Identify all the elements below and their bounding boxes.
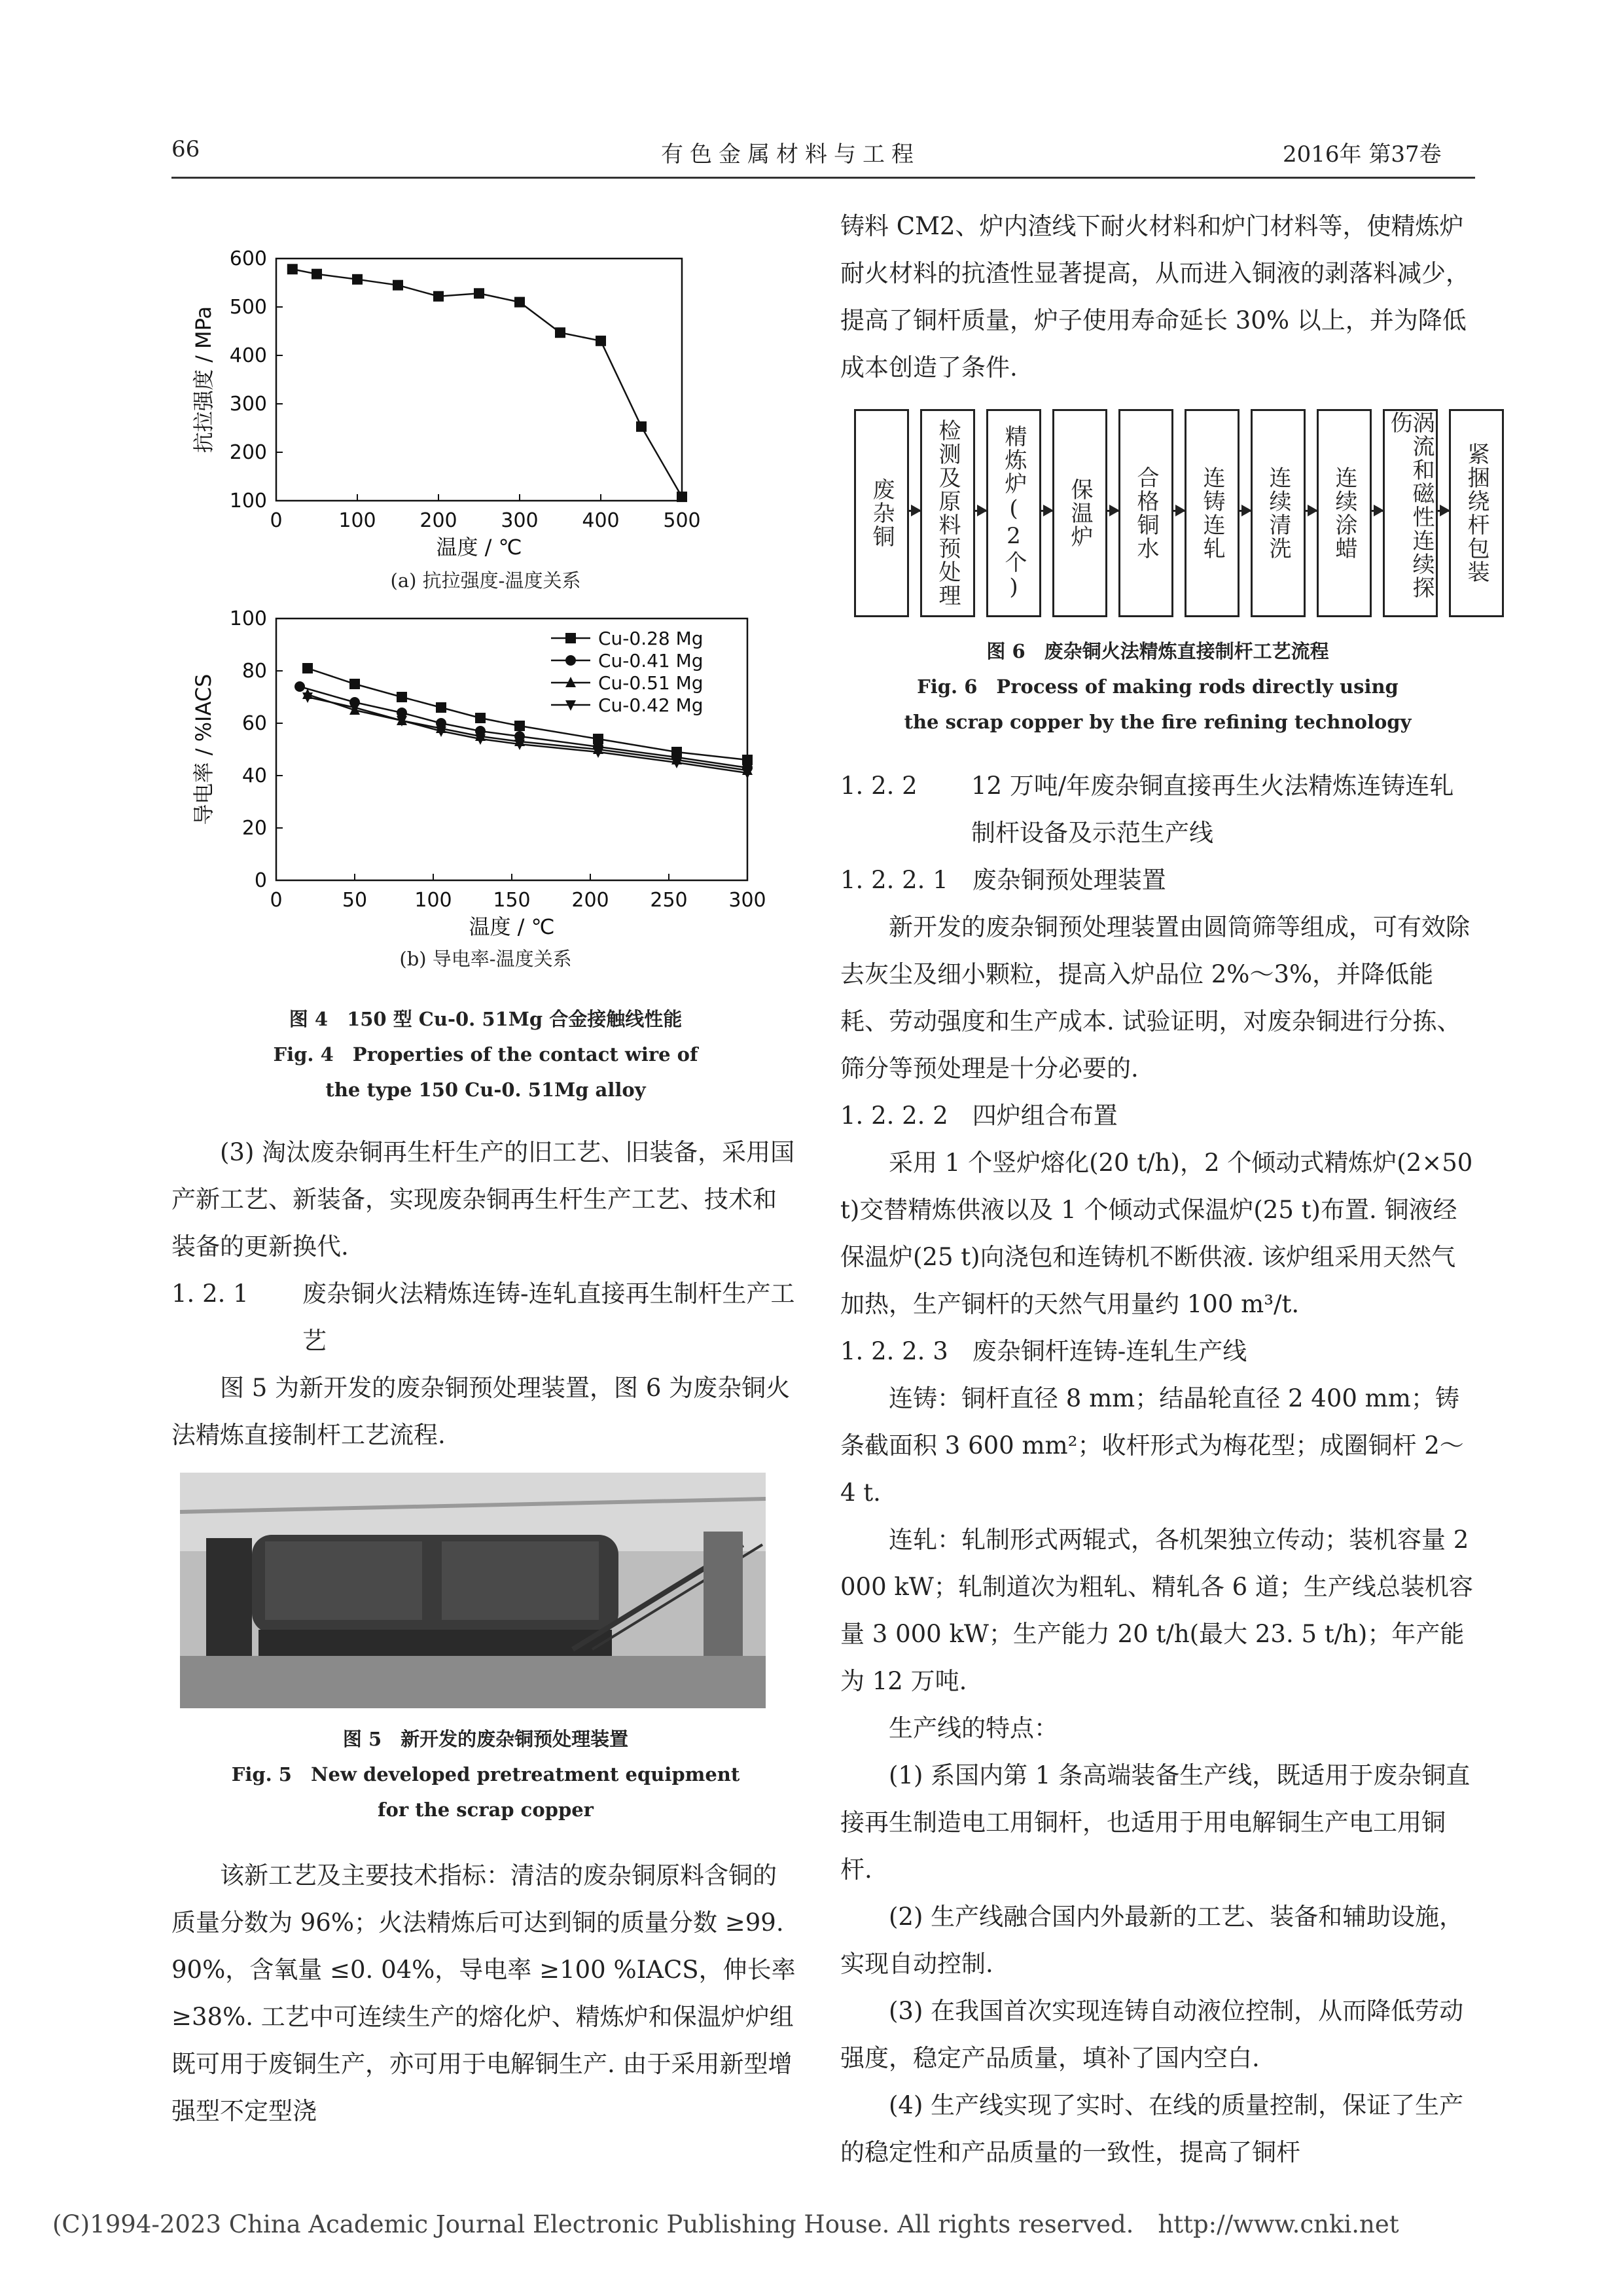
flow-arrow — [1105, 510, 1118, 512]
y-tick-label: 60 — [241, 712, 267, 735]
data-point — [636, 422, 647, 432]
legend-label: Cu-0.51 Mg — [598, 672, 704, 694]
volume-info: 2016年 第37卷 — [1283, 141, 1442, 168]
flow-arrow — [1370, 510, 1383, 512]
x-axis-label: 温度 / ℃ — [436, 535, 522, 560]
legend-marker — [565, 655, 576, 666]
left-column-upper — [171, 1129, 800, 1459]
flow-box: 连铸连轧 — [1185, 409, 1240, 617]
fig6-caption-cn: 图 6 废杂铜火法精炼直接制杆工艺流程 — [986, 640, 1329, 662]
data-point — [397, 692, 407, 702]
flow-box: 涡流和磁性连续探伤 — [1383, 409, 1438, 617]
flow-box: 紧捆绕杆包装 — [1449, 409, 1504, 617]
paragraph: (2) 生产线融合国内外最新的工艺、装备和辅助设施，实现自动控制. — [840, 1903, 1464, 1978]
fig5-caption-cn: 图 5 新开发的废杂铜预处理装置 — [342, 1728, 629, 1750]
y-tick-label: 20 — [241, 817, 267, 840]
fig4b-chart — [171, 602, 800, 969]
fig4b-subtitle: (b) 导电率-温度关系 — [399, 948, 572, 970]
paragraph: 图 5 为新开发的废杂铜预处理装置，图 6 为废杂铜火法精炼直接制杆工艺流程. — [171, 1374, 791, 1449]
x-axis-label: 温度 / ℃ — [469, 914, 555, 939]
fig4a-chart — [171, 236, 800, 602]
data-point — [302, 663, 313, 673]
y-tick-label: 600 — [229, 247, 267, 270]
data-point — [352, 274, 363, 285]
fig4-caption-cn: 图 4 150 型 Cu-0. 51Mg 合金接触线性能 — [289, 1008, 683, 1030]
x-tick-label: 250 — [650, 889, 688, 912]
fig5-caption — [171, 1721, 800, 1827]
right-column-main — [840, 762, 1475, 2176]
x-tick-label: 0 — [270, 889, 283, 912]
x-tick-label: 300 — [501, 509, 539, 532]
paragraph: 该新工艺及主要技术指标：清洁的废杂铜原料含铜的质量分数为 96%；火法精炼后可达到铜的质量分数 ≥99. 90%，含氧量 ≤0. 04%，导电率 ≥100 %IACS，伸长率 ≥38%. 工艺中可连续生产的熔化炉、精炼炉和保温炉炉组既可用于废铜生产，亦可用于电解铜生产. 由于采用新型增强型不定型浇 — [171, 1861, 796, 2125]
flow-arrow — [1039, 510, 1052, 512]
section-heading-1-2-1 — [171, 1270, 800, 1365]
flow-box: 连续清洗 — [1251, 409, 1306, 617]
left-column-lower — [171, 1852, 800, 2135]
paragraph: (4) 生产线实现了实时、在线的质量控制，保证了生产的稳定性和产品质量的一致性，提高了铜杆 — [840, 2091, 1464, 2166]
paragraph: 连轧：轧制形式两辊式，各机架独立传动；装机容量 2 000 kW；轧制道次为粗轧、精轧各 6 道；生产线总装机容量 3 000 kW；生产能力 20 t/h(最大 23. 5 t/h)；年产能为 12 万吨. — [840, 1526, 1473, 1695]
fig4-caption-en1: Fig. 4 Properties of the contact wire of — [273, 1043, 698, 1066]
data-point — [514, 721, 525, 731]
data-point — [555, 327, 565, 338]
page-number: 66 — [171, 136, 200, 162]
data-point — [294, 681, 305, 692]
x-tick-label: 100 — [338, 509, 376, 532]
legend-label: Cu-0.41 Mg — [598, 650, 704, 672]
flow-arrow — [1238, 510, 1251, 512]
flow-arrow — [1171, 510, 1185, 512]
flow-arrow — [1436, 510, 1449, 512]
x-tick-label: 0 — [270, 509, 283, 532]
paragraph: (1) 系国内第 1 条高端装备生产线，既适用于废杂铜直接再生制造电工用铜杆，也适用于用电解铜生产电工用铜杆. — [840, 1761, 1471, 1884]
fig4-caption — [171, 1001, 800, 1107]
flow-arrow — [907, 510, 920, 512]
header-rule — [171, 177, 1475, 179]
data-point — [393, 280, 403, 291]
data-point — [475, 713, 486, 723]
copyright-footer: (C)1994-2023 China Academic Journal Electronic Publishing House. All rights reserved. http://www.cnki.net — [52, 2210, 1399, 2238]
paragraph: 连铸：铜杆直径 8 mm；结晶轮直径 2 400 mm；铸条截面积 3 600 mm²；收杆形式为梅花型；成圈铜杆 2～4 t. — [840, 1384, 1464, 1507]
section-heading-1-2-2-3: 1. 2. 2. 3 废杂铜杆连铸-连轧生产线 — [840, 1337, 1247, 1365]
flow-box: 连续涂蜡 — [1317, 409, 1372, 617]
right-column-top — [840, 203, 1475, 391]
y-tick-label: 100 — [229, 607, 267, 630]
paragraph: 新开发的废杂铜预处理装置由圆筒筛等组成，可有效除去灰尘及细小颗粒，提高入炉品位 2%～3%，并降低能耗、劳动强度和生产成本. 试验证明，对废杂铜进行分拣、筛分等预处理是十分必要的. — [840, 913, 1470, 1083]
x-tick-label: 300 — [728, 889, 766, 912]
y-tick-label: 500 — [229, 296, 267, 319]
data-point — [514, 297, 525, 308]
y-tick-label: 40 — [241, 764, 267, 787]
legend-label: Cu-0.42 Mg — [598, 694, 704, 716]
section-title: 12 万吨/年废杂铜直接再生火法精炼连铸连轧制杆设备及示范生产线 — [971, 772, 1454, 847]
section-heading-1-2-2-2: 1. 2. 2. 2 四炉组合布置 — [840, 1102, 1118, 1130]
flow-arrow — [1304, 510, 1317, 512]
data-point — [474, 288, 484, 298]
x-tick-label: 200 — [419, 509, 457, 532]
data-point — [349, 679, 360, 689]
x-tick-label: 50 — [342, 889, 368, 912]
fig4-caption-en2: the type 150 Cu-0. 51Mg alloy — [325, 1079, 646, 1101]
x-tick-label: 400 — [582, 509, 620, 532]
data-point — [433, 291, 444, 302]
paragraph: (3) 淘汰废杂铜再生杆生产的旧工艺、旧装备，采用国产新工艺、新装备，实现废杂铜再生杆生产工艺、技术和装备的更新换代. — [171, 1138, 795, 1261]
y-tick-label: 0 — [254, 869, 267, 892]
section-number: 1. 2. 1 — [171, 1280, 249, 1308]
legend-label: Cu-0.28 Mg — [598, 628, 704, 649]
flow-box: 保温炉 — [1052, 409, 1107, 617]
paragraph: 采用 1 个竖炉熔化(20 t/h)，2 个倾动式精炼炉(2×50 t)交替精炼供液以及 1 个倾动式保温炉(25 t)布置. 铜液经保温炉(25 t)向浇包和连铸机不断供液. 该炉组采用天然气加热，生产铜杆的天然气用量约 100 m³/t. — [840, 1149, 1473, 1318]
data-point — [312, 269, 322, 279]
section-number: 1. 2. 2 — [840, 772, 918, 800]
flow-box: 精炼炉(2个) — [986, 409, 1041, 617]
fig5-photo — [180, 1473, 766, 1708]
data-point — [436, 702, 446, 713]
y-tick-label: 100 — [229, 490, 267, 512]
paragraph: (3) 在我国首次实现连铸自动液位控制，从而降低劳动强度，稳定产品质量，填补了国内空白. — [840, 1997, 1464, 2072]
flow-arrow — [973, 510, 986, 512]
y-tick-label: 80 — [241, 660, 267, 683]
x-tick-label: 200 — [571, 889, 609, 912]
x-tick-label: 150 — [493, 889, 531, 912]
section-heading-1-2-2 — [840, 762, 1475, 857]
fig5-caption-en1: Fig. 5 New developed pretreatment equipment — [231, 1763, 740, 1785]
y-axis-label: 抗拉强度 / MPa — [191, 306, 216, 454]
fig6-caption-en2: the scrap copper by the fire refining technology — [904, 711, 1412, 733]
journal-title: 有色金属材料与工程 — [661, 141, 920, 168]
section-title: 废杂铜火法精炼连铸-连轧直接再生制杆生产工艺 — [302, 1280, 795, 1355]
fig6-caption-en1: Fig. 6 Process of making rods directly using — [917, 675, 1399, 698]
paragraph: 铸料 CM2、炉内渣线下耐火材料和炉门材料等，使精炼炉耐火材料的抗渣性显著提高，从而进入铜液的剥落料减少，提高了铜杆质量，炉子使用寿命延长 30% 以上，并为降低成本创造了条件. — [840, 212, 1470, 382]
flow-box: 合格铜水 — [1118, 409, 1173, 617]
flow-box: 检测及原料预处理 — [920, 409, 975, 617]
y-tick-label: 400 — [229, 344, 267, 367]
flow-box: 废杂铜 — [854, 409, 909, 617]
data-point — [677, 492, 687, 502]
paragraph: 生产线的特点： — [889, 1714, 1058, 1742]
x-tick-label: 100 — [414, 889, 452, 912]
series-line — [293, 269, 682, 497]
legend-marker — [565, 633, 576, 643]
y-axis-label: 导电率 / %IACS — [191, 673, 216, 825]
fig4a-subtitle: (a) 抗拉强度-温度关系 — [390, 569, 581, 592]
data-point — [596, 336, 606, 346]
data-point — [287, 264, 298, 274]
section-heading-1-2-2-1: 1. 2. 2. 1 废杂铜预处理装置 — [840, 866, 1166, 894]
fig6-caption — [840, 634, 1475, 740]
y-tick-label: 300 — [229, 393, 267, 416]
fig5-caption-en2: for the scrap copper — [378, 1799, 594, 1821]
x-tick-label: 500 — [663, 509, 701, 532]
y-tick-label: 200 — [229, 441, 267, 464]
